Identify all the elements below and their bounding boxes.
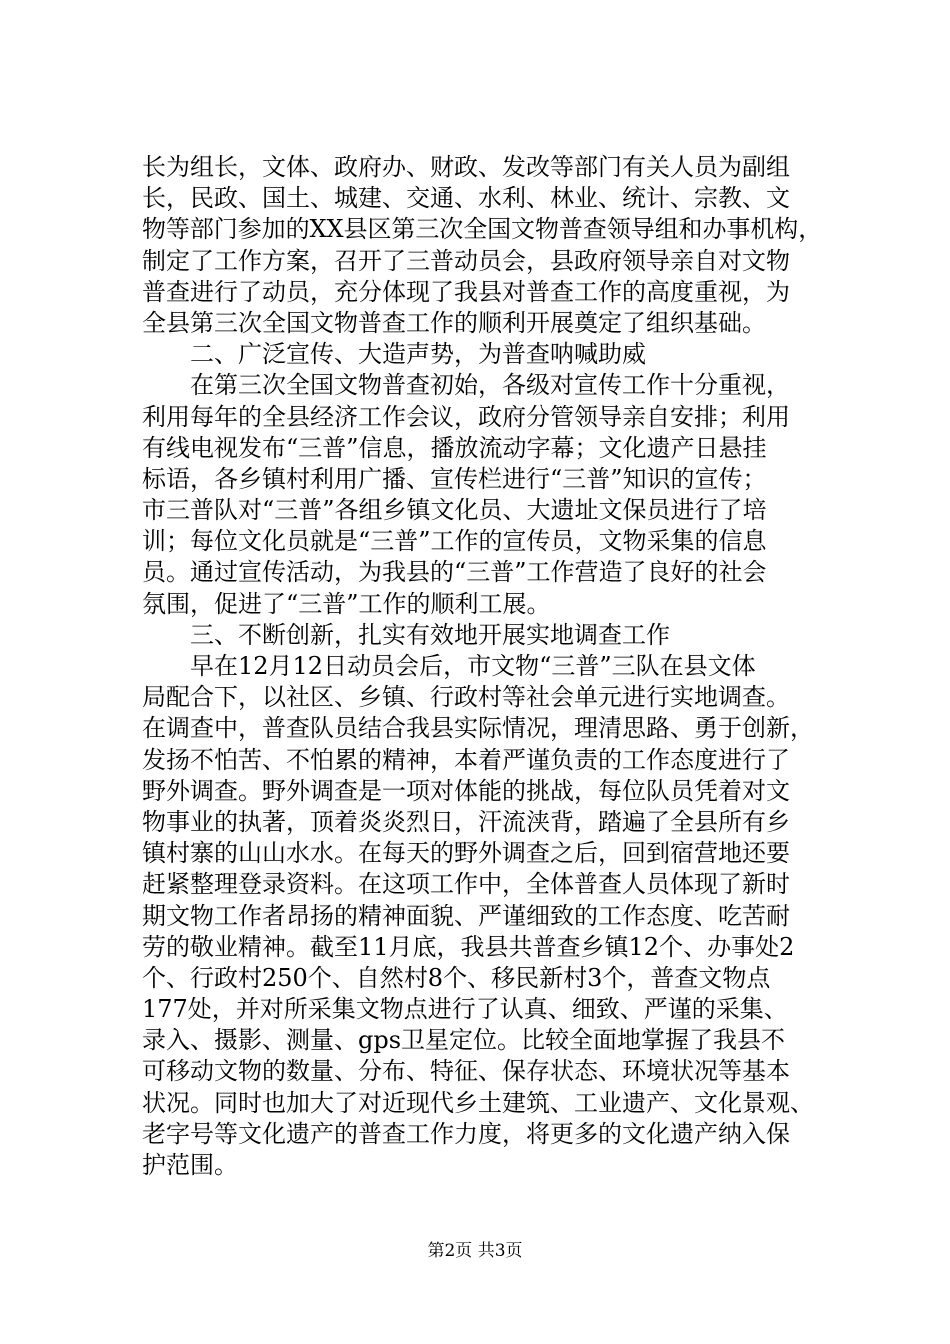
text-line: 训；每位文化员就是“三普”工作的宣传员，文物采集的信息 xyxy=(142,527,767,556)
text-line: 物事业的执著，顶着炎炎烈日，汗流浃背，踏遍了全县所有乡 xyxy=(142,807,790,836)
text-line: 物等部门参加的XX县区第三次全国文物普查领导组和办事机构， xyxy=(142,215,823,244)
text-line: 劳的敬业精神。截至11月底，我县共普查乡镇12个、办事处2 xyxy=(142,932,795,961)
text-line: 长，民政、国土、城建、交通、水利、林业、统计、宗教、文 xyxy=(142,184,790,213)
text-line: 二、广泛宣传、大造声势，为普查呐喊助威 xyxy=(190,340,646,369)
text-line: 在调查中，普查队员结合我县实际情况，理清思路、勇于创新， xyxy=(142,714,814,743)
text-line: 标语，各乡镇村利用广播、宣传栏进行“三普”知识的宣传； xyxy=(142,464,767,493)
text-line: 177处，并对所采集文物点进行了认真、细致、严谨的采集、 xyxy=(142,995,788,1024)
page-footer: 第2页 共3页 xyxy=(427,1241,523,1261)
text-line: 制定了工作方案，召开了三普动员会，县政府领导亲自对文物 xyxy=(142,246,790,275)
text-line: 赶紧整理登录资料。在这项工作中，全体普查人员体现了新时 xyxy=(142,870,790,899)
text-line: 可移动文物的数量、分布、特征、保存状态、环境状况等基本 xyxy=(142,1057,790,1086)
text-line: 发扬不怕苦、不怕累的精神，本着严谨负责的工作态度进行了 xyxy=(142,745,790,774)
text-line: 镇村寨的山山水水。在每天的野外调查之后，回到宿营地还要 xyxy=(142,839,790,868)
text-line: 有线电视发布“三普”信息，播放流动字幕；文化遗产日悬挂 xyxy=(142,433,767,462)
text-line: 局配合下，以社区、乡镇、行政村等社会单元进行实地调查。 xyxy=(142,683,790,712)
text-line: 市三普队对“三普”各组乡镇文化员、大遗址文保员进行了培 xyxy=(142,496,767,525)
text-line: 全县第三次全国文物普查工作的顺利开展奠定了组织基础。 xyxy=(142,308,766,337)
text-line: 期文物工作者昂扬的精神面貌、严谨细致的工作态度、吃苦耐 xyxy=(142,901,790,930)
text-line: 员。通过宣传活动，为我县的“三普”工作营造了良好的社会 xyxy=(142,558,767,587)
text-line: 老字号等文化遗产的普查工作力度，将更多的文化遗产纳入保 xyxy=(142,1119,790,1148)
text-line: 状况。同时也加大了对近现代乡土建筑、工业遗产、文化景观、 xyxy=(142,1088,814,1117)
text-line: 长为组长，文体、政府办、财政、发改等部门有关人员为副组 xyxy=(142,153,790,181)
text-line: 在第三次全国文物普查初始，各级对宣传工作十分重视， xyxy=(190,371,790,400)
text-line: 录入、摄影、测量、gps卫星定位。比较全面地掌握了我县不 xyxy=(142,1026,786,1055)
text-line: 三、不断创新，扎实有效地开展实地调查工作 xyxy=(190,620,670,649)
text-line: 利用每年的全县经济工作会议，政府分管领导亲自安排；利用 xyxy=(142,402,790,431)
text-line: 护范围。 xyxy=(142,1151,238,1179)
text-line: 氛围，促进了“三普”工作的顺利工展。 xyxy=(142,589,551,618)
text-line: 野外调查。野外调查是一项对体能的挑战，每位队员凭着对文 xyxy=(142,776,790,805)
text-line: 普查进行了动员，充分体现了我县对普查工作的高度重视，为 xyxy=(142,277,790,306)
text-line: 个、行政村250个、自然村8个、移民新村3个，普查文物点 xyxy=(142,963,771,992)
text-line: 早在12月12日动员会后，市文物“三普”三队在县文体 xyxy=(190,652,756,680)
body-text xyxy=(142,152,822,1181)
